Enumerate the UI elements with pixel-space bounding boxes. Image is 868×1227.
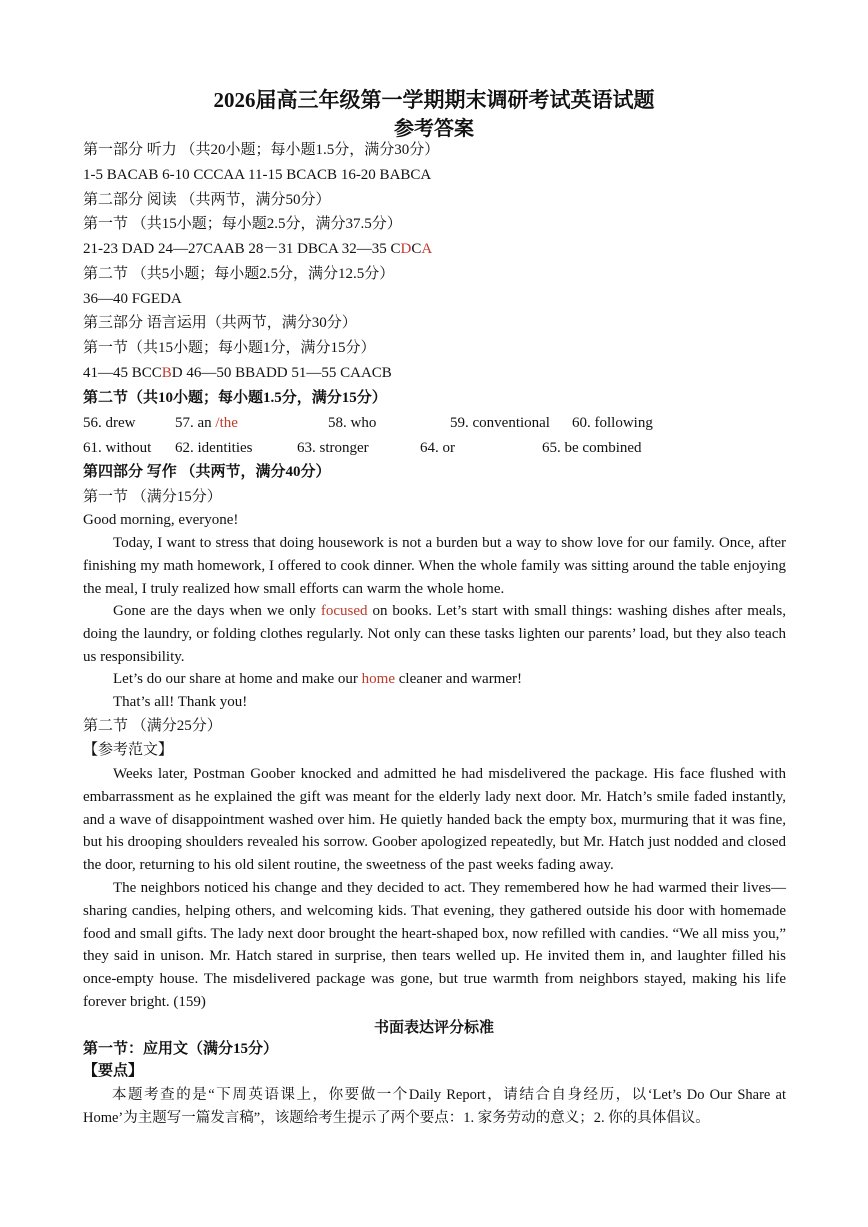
answer-59: 59. conventional: [450, 415, 550, 431]
answer-62: 62. identities: [175, 440, 253, 456]
answer-65: 65. be combined: [542, 440, 642, 456]
part2-sec2-answers: 36—40 FGEDA: [83, 291, 182, 307]
part3-header: 第三部分 语言运用（共两节，满分30分）: [83, 315, 357, 331]
answer-57: [175, 413, 238, 433]
part1-answers: 1-5 BACAB 6-10 CCCAA 11-15 BCACB 16-20 BABCA: [83, 167, 432, 183]
speech-paragraph-3: [83, 668, 786, 691]
page-title: 2026届高三年级第一学期期末调研考试英语试题: [213, 88, 655, 112]
corrected-answer: A: [421, 241, 433, 257]
part3-sec1-header: 第一节（共15小题；每小题1分，满分15分）: [83, 340, 376, 356]
speech-paragraph-2: [83, 600, 786, 668]
highlighted-word: focused: [320, 603, 368, 619]
paragraph-text: Gone are the days when we only: [113, 603, 321, 619]
answers-text: D 46—50 BBADD 51—55 CAACB: [171, 365, 392, 381]
scoring-points-label: 【要点】: [83, 1063, 144, 1079]
answers-text: 41—45 BCC: [83, 365, 162, 381]
scoring-sec1-title: 第一节：应用文（满分15分）: [83, 1041, 279, 1057]
answer-61: 61. without: [83, 440, 152, 456]
answers-text: C: [411, 241, 422, 257]
part3-sec2-header: 第二节（共10小题；每小题1.5分，满分15分）: [83, 390, 387, 406]
scoring-points-text: 本题考查的是“下周英语课上，你要做一个Daily Report，请结合自身经历，以‘Let’s Do Our Share at Home’为主题写一篇发言稿”，该题给考生提示了两个要点：1. 家务劳动的意义；2. 你的具体倡议。: [83, 1087, 786, 1126]
answers-text: 21-23 DAD 24—27CAAB 28－31 DBCA 32—35 C: [83, 241, 401, 257]
answer-text: 57. an: [175, 415, 216, 431]
model-essay-paragraph-2: The neighbors noticed his change and they decided to act. They remembered how he had warmed their lives—sharing candies, helping others, and welcoming kids. That evening, they gathered outside his door with homemade food and small gifts. The lady next door brought the heart-shaped box, now refilled with candies. “We all miss you,” they said in unison. Mr. Hatch stared in surprise, then tears welled up. He invited them in, and laughter filled his once-empty house. The misdelivered package was gone, but true warmth from neighbors stayed, making his life forever bright. (159): [83, 880, 786, 1010]
answer-56: 56. drew: [83, 415, 136, 431]
answer-60: 60. following: [572, 415, 653, 431]
answer-64: 64. or: [420, 440, 455, 456]
paragraph-text: cleaner and warmer!: [395, 671, 523, 687]
alternative-answer: /the: [215, 415, 238, 431]
part4-header: 第四部分 写作 （共两节，满分40分）: [83, 464, 331, 480]
scoring-title: 书面表达评分标准: [373, 1020, 494, 1036]
corrected-answer: D: [400, 241, 412, 257]
page-subtitle: 参考答案: [394, 118, 474, 140]
part4-sec1-header: 第一节 （满分15分）: [83, 489, 222, 505]
speech-paragraph-4: That’s all! Thank you!: [113, 694, 248, 710]
paragraph-text: on books. Let’s start with small things: washing dishes after meals, doing the laundry, or folding clothes regularly. Not only can these tasks lighten our parents’ load, but they also teach us responsibility.: [83, 603, 786, 665]
model-essay-label: 【参考范文】: [83, 742, 174, 758]
speech-greeting: Good morning, everyone!: [83, 512, 239, 528]
corrected-answer: B: [161, 365, 172, 381]
part1-header: 第一部分 听力 （共20小题；每小题1.5分，满分30分）: [83, 142, 440, 158]
model-essay-paragraph-1: Weeks later, Postman Goober knocked and admitted he had misdelivered the package. His face flushed with embarrassment as he explained the gift was meant for the elderly lady next door. Mr. Hatch’s smile faded instantly, and a wave of disappointment washed over him. He quietly handed back the empty box, murmuring that it was fine, but his drooping shoulders revealed his sorrow. Goober apologized repeatedly, but Mr. Hatch just nodded and closed the door, returning to his old silent routine, the sweetness of the past weeks fading away.: [83, 766, 786, 874]
part2-sec2-header: 第二节 （共5小题；每小题2.5分，满分12.5分）: [83, 266, 395, 282]
part2-sec1-answers: [83, 239, 432, 259]
answer-58: 58. who: [328, 415, 377, 431]
speech-paragraph-1: Today, I want to stress that doing housework is not a burden but a way to show love for our family. Once, after finishing my math homework, I offered to cook dinner. When the whole family was sitting around the table enjoying the meal, I truly realized how small efforts can warm the whole home.: [83, 535, 786, 597]
part4-sec2-header: 第二节 （满分25分）: [83, 718, 222, 734]
part3-sec1-answers: [83, 363, 392, 383]
highlighted-word: home: [361, 671, 395, 687]
answer-63: 63. stronger: [297, 440, 369, 456]
part2-sec1-header: 第一节 （共15小题；每小题2.5分，满分37.5分）: [83, 216, 402, 232]
paragraph-text: Let’s do our share at home and make our: [113, 671, 362, 687]
part2-header: 第二部分 阅读 （共两节，满分50分）: [83, 192, 331, 208]
